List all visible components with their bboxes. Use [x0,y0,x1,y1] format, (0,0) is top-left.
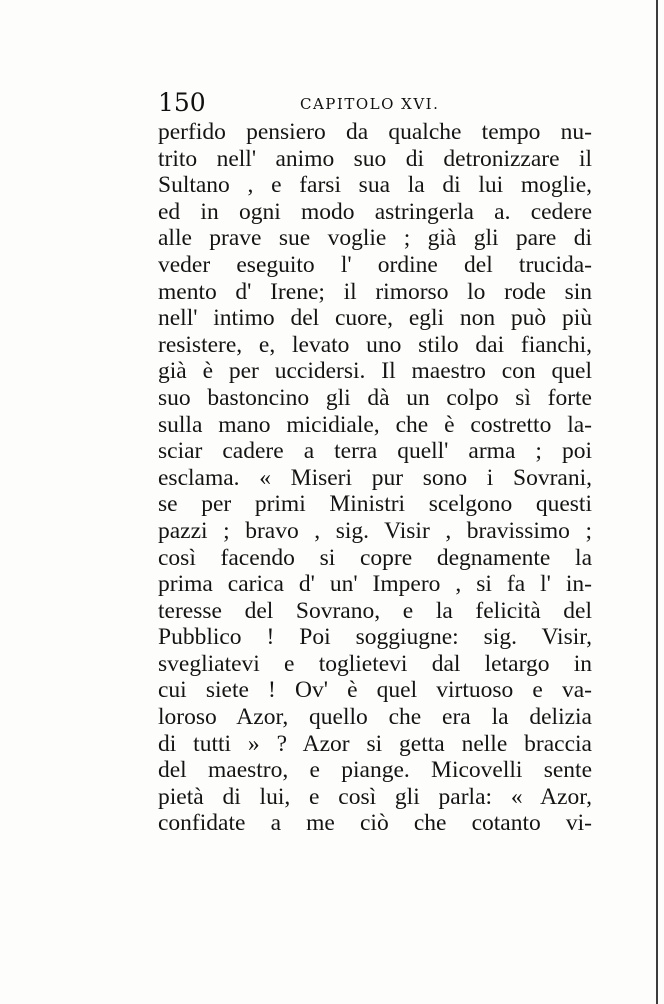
text-line: confidate a me ciò che cotanto vi- [158,810,592,837]
text-line: sciar cadere a terra quell' arma ; poi [158,438,592,465]
text-line: suo bastoncino gli dà un colpo sì forte [158,384,592,411]
running-header [158,88,598,118]
body-text [158,119,592,837]
text-line: trito nell' animo suo di detronizzare il [158,145,592,172]
text-line: così facendo si copre degnamente la [158,544,592,571]
text-line: Sultano , e farsi sua la di lui moglie, [158,172,592,199]
page-number: 150 [158,88,206,117]
text-line: pazzi ; bravo , sig. Visir , bravissimo ; [158,517,592,544]
text-line: mento d' Irene; il rimorso lo rode sin [158,278,592,305]
text-line: se per primi Ministri scelgono questi [158,491,592,518]
text-line: ed in ogni modo astringerla a. cedere [158,198,592,225]
text-line: esclama. « Miseri pur sono i Sovrani, [158,464,592,491]
text-line: svegliatevi e toglietevi dal letargo in [158,650,592,677]
text-line: sulla mano micidiale, che è costretto la- [158,411,592,438]
text-line: di tutti » ? Azor si getta nelle braccia [158,730,592,757]
text-line: loroso Azor, quello che era la delizia [158,704,592,731]
text-line: alle prave sue voglie ; già gli pare di [158,225,592,252]
text-line: cui siete ! Ov' è quel virtuoso e va- [158,677,592,704]
text-line: pietà di lui, e così gli parla: « Azor, [158,783,592,810]
text-line: Pubblico ! Poi soggiugne: sig. Visir, [158,624,592,651]
page-edge-line [656,0,658,1004]
text-line: resistere, e, levato uno stilo dai fianchi, [158,331,592,358]
text-line: veder eseguito l' ordine del trucida- [158,251,592,278]
text-line: prima carica d' un' Impero , si fa l' in- [158,571,592,598]
text-line: nell' intimo del cuore, egli non può più [158,305,592,332]
text-line: già è per uccidersi. Il maestro con quel [158,358,592,385]
chapter-title: CAPITOLO XVI. [300,95,440,113]
text-line: perfido pensiero da qualche tempo nu- [158,119,592,145]
text-line: del maestro, e piange. Micovelli sente [158,757,592,784]
text-line: teresse del Sovrano, e la felicità del [158,597,592,624]
